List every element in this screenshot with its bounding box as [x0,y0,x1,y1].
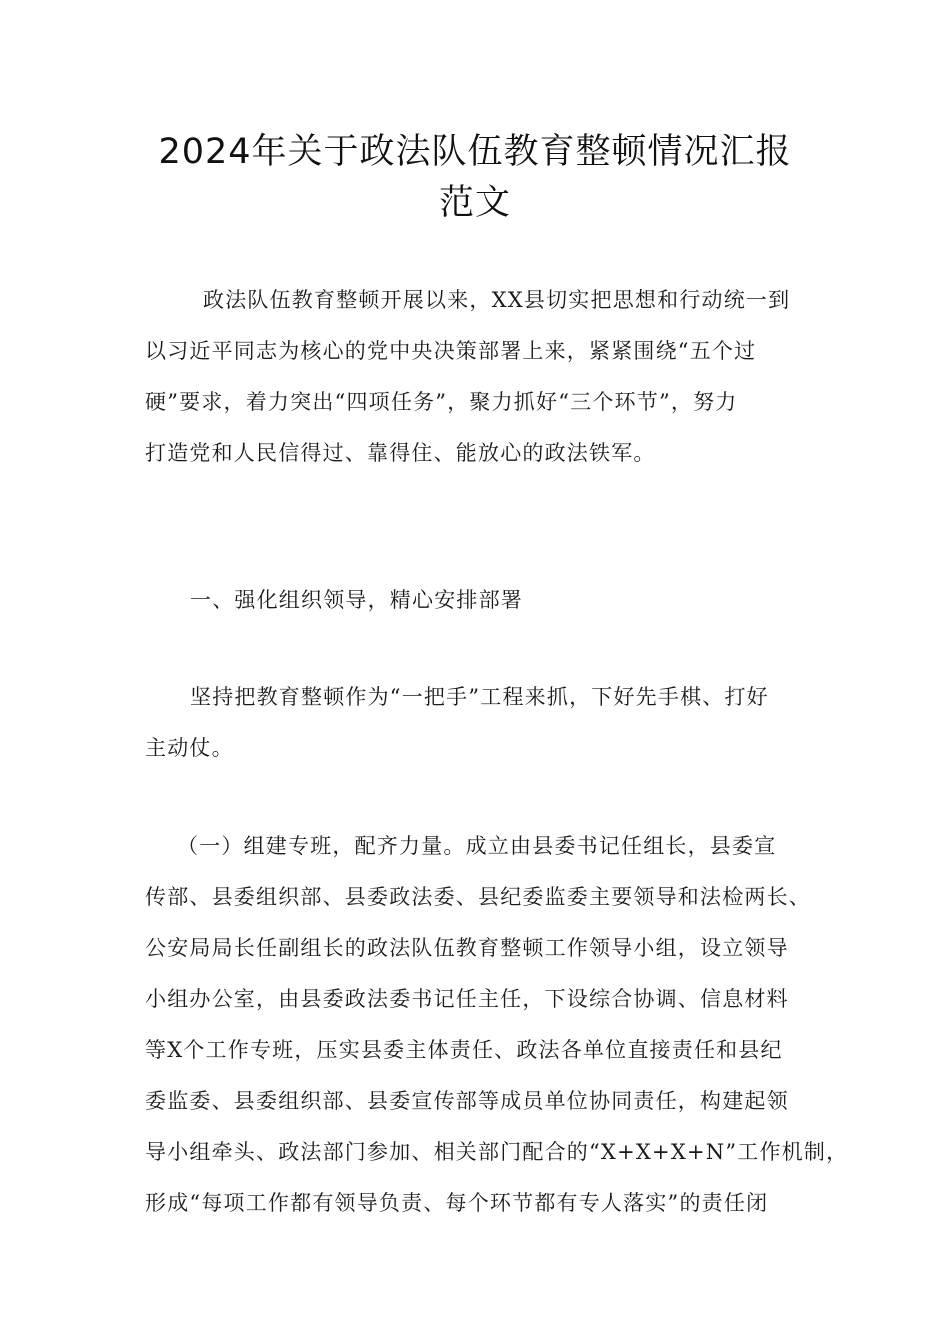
intro-line: 政法队伍教育整顿开展以来，XX县切实把思想和行动统一到 [203,288,791,312]
item-line: 形成“每项工作都有领导负责、每个环节都有专人落实”的责任闭 [145,1191,769,1215]
lead-line: 坚持把教育整顿作为“一把手”工程来抓，下好先手棋、打好 [190,685,769,709]
item-paragraph [145,828,849,1222]
section-heading-text: 一、强化组织领导，精心安排部署 [190,588,523,612]
intro-paragraph [145,282,825,472]
title-line-2: 范文 [438,183,511,223]
section-heading [145,582,825,619]
item-line: 委监委、县委组织部、县委宣传部等成员单位协同责任，构建起领 [145,1089,789,1113]
title-line-1: 2024年关于政法队伍教育整顿情况汇报 [158,132,792,172]
intro-line: 打造党和人民信得过、靠得住、能放心的政法铁军。 [145,441,656,465]
item-line: 小组办公室，由县委政法委书记任主任，下设综合协调、信息材料 [145,987,789,1011]
item-line: （一）组建专班，配齐力量。成立由县委书记任组长，县委宣 [177,834,777,858]
item-line: 导小组牵头、政法部门参加、相关部门配合的“X+X+X+N”工作机制， [145,1140,849,1164]
intro-line: 硬”要求，着力突出“四项任务”，聚力抓好“三个环节”，努力 [145,390,738,414]
item-line: 公安局局长任副组长的政法队伍教育整顿工作领导小组，设立领导 [145,936,789,960]
lead-line: 主动仗。 [145,736,234,760]
section-lead-paragraph [145,679,825,767]
document-title [100,127,850,229]
item-line: 传部、县委组织部、县委政法委、县纪委监委主要领导和法检两长、 [145,885,811,909]
item-line: 等X个工作专班，压实县委主体责任、政法各单位直接责任和县纪 [145,1038,783,1062]
intro-line: 以习近平同志为核心的党中央决策部署上来，紧紧围绕“五个过 [145,339,757,363]
